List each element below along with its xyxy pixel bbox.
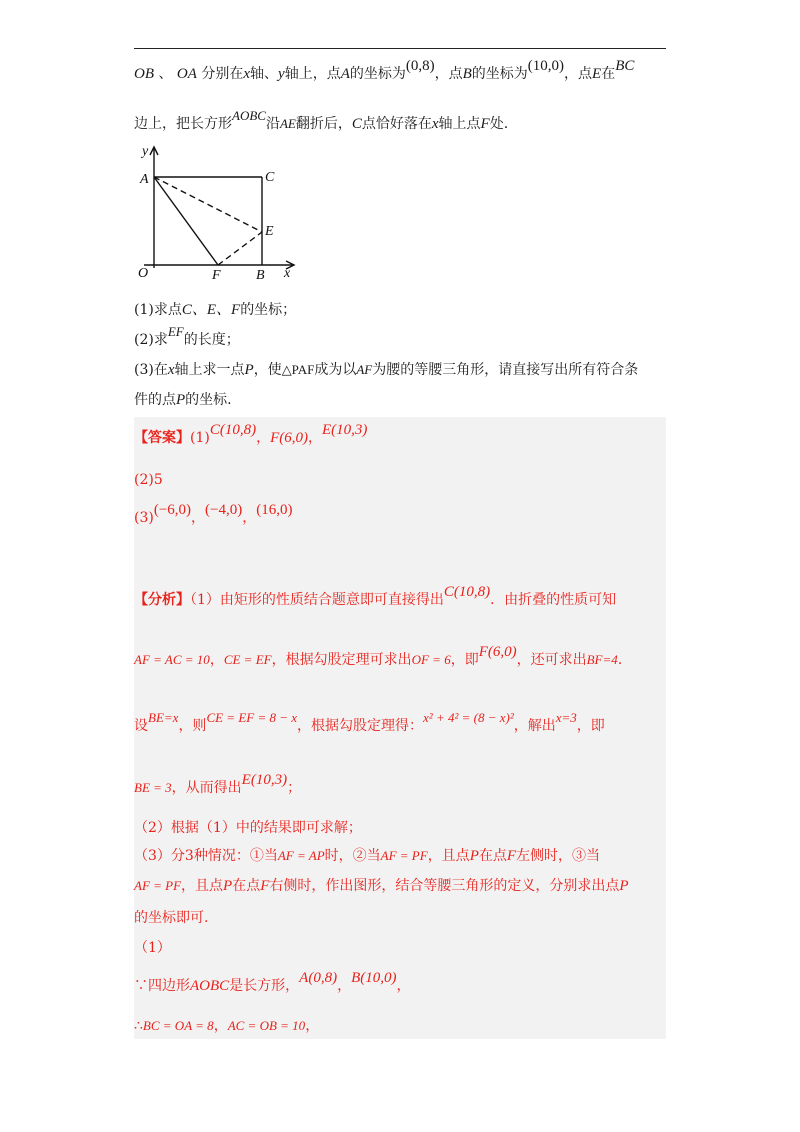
var-p: P <box>469 848 479 864</box>
label-o: O <box>138 266 149 281</box>
var-e: E <box>592 66 602 82</box>
var-p: P <box>619 878 629 894</box>
text: ， <box>242 510 257 526</box>
text: 的坐标. <box>185 392 232 408</box>
text: 处. <box>489 116 509 132</box>
var-f: F <box>480 116 490 132</box>
math: BE = 3 <box>134 780 172 795</box>
answer-p2: (−4,0) <box>205 502 243 518</box>
math: CE = EF = 8 − x <box>206 710 298 725</box>
math: B(10,0) <box>351 970 397 986</box>
text: 的坐标为 <box>471 66 528 82</box>
question-2 <box>134 324 240 350</box>
label-x: x <box>284 266 291 281</box>
text: ．由折叠的性质可知 <box>490 592 617 608</box>
math: AC = OB = 10 <box>227 1018 306 1033</box>
text: ，且点 <box>181 878 224 894</box>
text: 沿 <box>265 116 280 132</box>
var-x: x <box>243 66 251 82</box>
math: E(10,3) <box>241 772 288 788</box>
text: 轴上，点 <box>284 66 341 82</box>
math: BE=x <box>148 710 179 725</box>
text: ，根据勾股定理可求出 <box>271 652 412 668</box>
analysis-line-7 <box>134 876 629 896</box>
answer-p3: (16,0) <box>256 502 293 518</box>
text: ，使 <box>253 362 282 378</box>
text: 成为以 <box>314 362 357 378</box>
analysis-line-1 <box>134 584 617 610</box>
text: ，从而得出 <box>171 780 242 796</box>
text: 设 <box>134 718 148 734</box>
math: AOBC <box>190 978 230 994</box>
math-ae: AE <box>279 116 296 131</box>
text: (3) <box>134 510 154 526</box>
text: ，根据勾股定理得： <box>297 718 424 734</box>
analysis-line-8: 的坐标即可. <box>134 910 209 926</box>
analysis-tag: 【分析】 <box>134 592 190 608</box>
text: （3）分3种情况：①当 <box>134 848 278 864</box>
text: 边上，把长方形 <box>134 116 232 132</box>
text: ∴ <box>134 1018 143 1034</box>
math-bc: BC <box>615 58 635 74</box>
analysis-line-4 <box>134 772 302 798</box>
text: 轴、 <box>250 66 279 82</box>
math: CE = EF <box>223 652 272 667</box>
math: AF = AC = 10 <box>134 652 210 667</box>
var-y: y <box>278 66 285 82</box>
question-3-cont <box>134 390 232 410</box>
var-b: B <box>462 66 472 82</box>
math: AF = PF <box>380 848 428 863</box>
question-1 <box>134 300 296 320</box>
math: OF = 6 <box>411 652 451 667</box>
text: 在点 <box>478 848 507 864</box>
text: ， <box>337 978 352 994</box>
label-a: A <box>140 172 149 187</box>
analysis-line-6 <box>134 846 600 866</box>
text: 、 <box>158 66 173 82</box>
var-f: F <box>260 878 270 894</box>
text: (3)在 <box>134 362 168 378</box>
text: . <box>617 652 623 668</box>
math-oa: OA <box>176 66 197 82</box>
answer-line-3 <box>134 502 293 528</box>
math: x² + 4² = (8 − x)² <box>423 710 514 725</box>
problem-line-2 <box>134 108 509 134</box>
text: ∵四边形 <box>134 978 190 994</box>
answer-line-1 <box>134 422 368 448</box>
text: ，点 <box>434 66 463 82</box>
text: 在 <box>601 66 616 82</box>
geometry-figure <box>134 143 304 283</box>
text: ， <box>396 978 411 994</box>
label-y: y <box>142 144 149 159</box>
coord-a: (0,8) <box>405 58 435 74</box>
label-b: B <box>256 268 265 283</box>
text: 左侧时，③当 <box>516 848 601 864</box>
text: 件的点 <box>134 392 176 408</box>
label-e: E <box>265 224 274 239</box>
text: 右侧时，作出图形，结合等腰三角形的定义，分别求出点 <box>269 878 620 894</box>
text: 时，②当 <box>324 848 381 864</box>
coord-b: (10,0) <box>527 58 565 74</box>
text: （1）由矩形的性质结合题意即可直接得出 <box>190 592 444 608</box>
math: AF = AP <box>277 848 325 863</box>
segment-ae <box>154 177 262 232</box>
text: 轴上点 <box>438 116 481 132</box>
math: F(6,0) <box>478 644 517 660</box>
var-p: P <box>176 392 186 408</box>
answer-f: F(6,0) <box>270 430 308 446</box>
vars-cef: C、E、F <box>181 302 241 318</box>
text: ，即 <box>450 652 479 668</box>
text: ，且点 <box>427 848 470 864</box>
segment-fe <box>218 232 262 265</box>
math-af: AF <box>356 362 373 377</box>
math: A(0,8) <box>299 970 338 986</box>
analysis-line-9: （1） <box>134 940 171 956</box>
math-ef: EF <box>167 324 184 339</box>
text: (1)求点 <box>134 302 182 318</box>
math-aobc: AOBC <box>232 108 266 123</box>
text: ， <box>191 510 206 526</box>
math: C(10,8) <box>443 584 491 600</box>
text: 点恰好落在 <box>361 116 432 132</box>
math-ob: OB <box>134 66 154 82</box>
answer-line-2: (2)5 <box>134 472 163 488</box>
text: ，即 <box>576 718 605 734</box>
var-f: F <box>506 848 517 864</box>
text: ，点 <box>564 66 593 82</box>
question-3 <box>134 360 638 380</box>
text: 的长度； <box>183 332 240 348</box>
math: BC = OA = 8 <box>142 1018 214 1033</box>
label-f: F <box>212 268 221 283</box>
text: (1) <box>190 430 210 446</box>
text: ，还可求出 <box>516 652 587 668</box>
text: 翻折后， <box>295 116 352 132</box>
analysis-line-5: （2）根据（1）中的结果即可求解； <box>134 820 362 836</box>
text: ； <box>287 780 302 796</box>
math: BF=4 <box>586 652 618 667</box>
math-triangle-paf: △PAF <box>281 362 315 377</box>
analysis-line-2 <box>134 644 623 670</box>
var-x: x <box>167 362 175 378</box>
label-c: C <box>265 170 275 185</box>
text: ， <box>308 430 322 446</box>
analysis-line-10 <box>134 970 411 996</box>
text: 是长方形， <box>229 978 300 994</box>
text: ，则 <box>178 718 207 734</box>
var-c: C <box>351 116 362 132</box>
text: 轴上求一点 <box>174 362 245 378</box>
text: ，解出 <box>513 718 556 734</box>
segment-af <box>154 177 218 265</box>
analysis-line-11 <box>134 1016 319 1036</box>
math: x=3 <box>555 710 577 725</box>
text: 在点 <box>232 878 261 894</box>
var-a: A <box>340 66 350 82</box>
text: (2)求 <box>134 332 168 348</box>
var-x: x <box>431 116 439 132</box>
var-p: P <box>223 878 233 894</box>
analysis-line-3 <box>134 710 605 736</box>
answer-e: E(10,3) <box>322 422 368 438</box>
text: 的坐标； <box>240 302 297 318</box>
text: ， <box>305 1018 320 1034</box>
header-rule <box>134 48 666 49</box>
answer-c: C(10,8) <box>209 422 257 438</box>
answer-p1: (−6,0) <box>153 502 192 518</box>
text: 为腰的等腰三角形，请直接写出所有符合条 <box>372 362 639 378</box>
text: ， <box>256 430 271 446</box>
text: 分别在 <box>201 66 244 82</box>
var-p: P <box>244 362 254 378</box>
math: AF = PF <box>134 878 182 893</box>
problem-line-1 <box>134 58 635 84</box>
text: ， <box>213 1018 228 1034</box>
text: 的坐标为 <box>349 66 406 82</box>
answer-tag: 【答案】 <box>134 430 190 446</box>
text: ， <box>209 652 224 668</box>
